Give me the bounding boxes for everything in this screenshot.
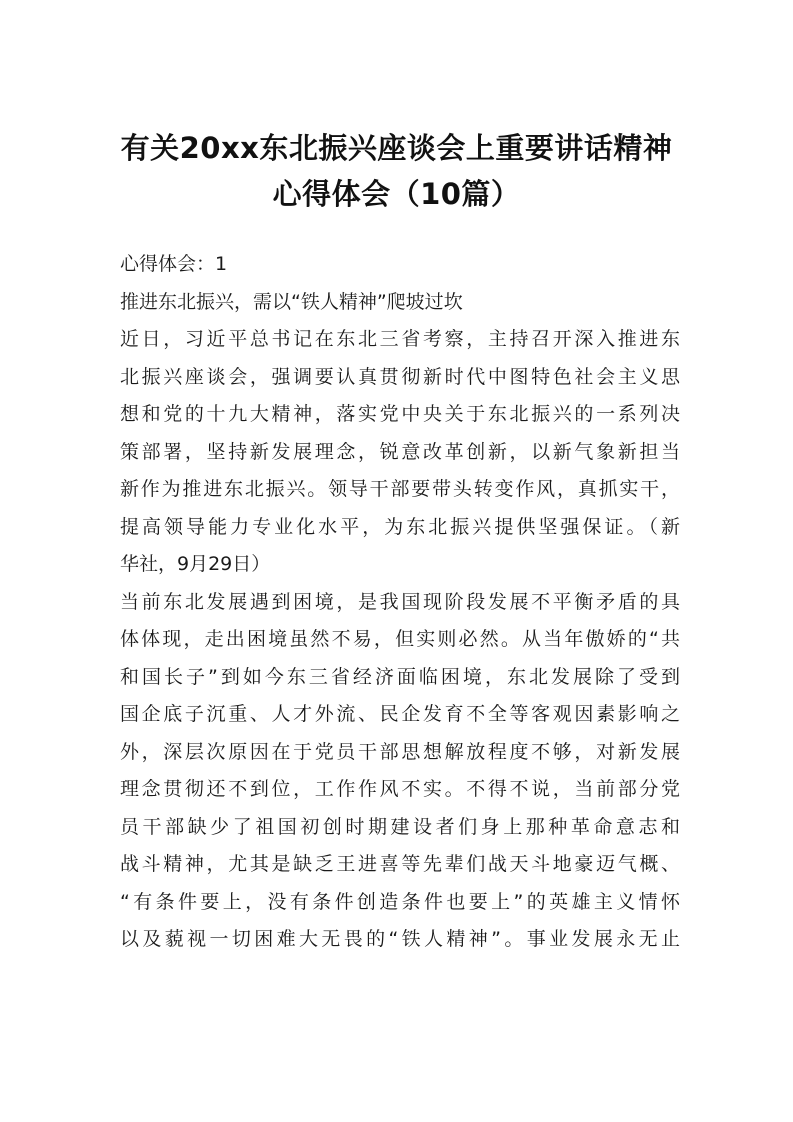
body-line: 体体现，走出困境虽然不易，但实则必然。从当年傲娇的“共 <box>120 628 680 650</box>
body-line: 想和党的十九大精神，落实党中央关于东北振兴的一系列决 <box>120 403 680 425</box>
body-line: 和国长子”到如今东三省经济面临困境，东北发展除了受到 <box>120 665 680 688</box>
body-line: 北振兴座谈会，强调要认真贯彻新时代中图特色社会主义思 <box>120 365 680 388</box>
body-line: 理念贯彻还不到位，工作作风不实。不得不说，当前部分党 <box>120 778 680 800</box>
document-title-line-2: 心得体会（10篇） <box>272 177 521 211</box>
section-heading: 推进东北振兴，需以“铁人精神”爬坡过坎 <box>120 290 463 313</box>
document-title-line-1: 有关20xx东北振兴座谈会上重要讲话精神 <box>120 131 673 165</box>
body-line: 新作为推进东北振兴。领导干部要带头转变作风，真抓实干， <box>120 478 680 500</box>
body-line: 提高领导能力专业化水平，为东北振兴提供坚强保证。（新 <box>120 515 680 538</box>
document-body <box>120 246 680 959</box>
body-line: 策部署，坚持新发展理念，锐意改革创新，以新气象新担当 <box>120 440 680 463</box>
body-line: 战斗精神，尤其是缺乏王进喜等先辈们战天斗地豪迈气概、 <box>120 853 680 875</box>
body-line: “有条件要上，没有条件创造条件也要上”的英雄主义情怀 <box>120 890 680 913</box>
body-line: 当前东北发展遇到困境，是我国现阶段发展不平衡矛盾的具 <box>120 590 680 613</box>
body-line: 华社，9月29日） <box>120 553 271 575</box>
body-line: 以及藐视一切困难大无畏的“铁人精神”。事业发展永无止 <box>120 928 680 950</box>
body-line: 外，深层次原因在于党员干部思想解放程度不够，对新发展 <box>120 740 680 763</box>
body-line: 近日，习近平总书记在东北三省考察，主持召开深入推进东 <box>120 328 680 350</box>
body-line: 国企底子沉重、人才外流、民企发育不全等客观因素影响之 <box>120 703 680 725</box>
body-line: 员干部缺少了祖国初创时期建设者们身上那种革命意志和 <box>120 815 680 838</box>
section-label: 心得体会：1 <box>120 253 228 275</box>
